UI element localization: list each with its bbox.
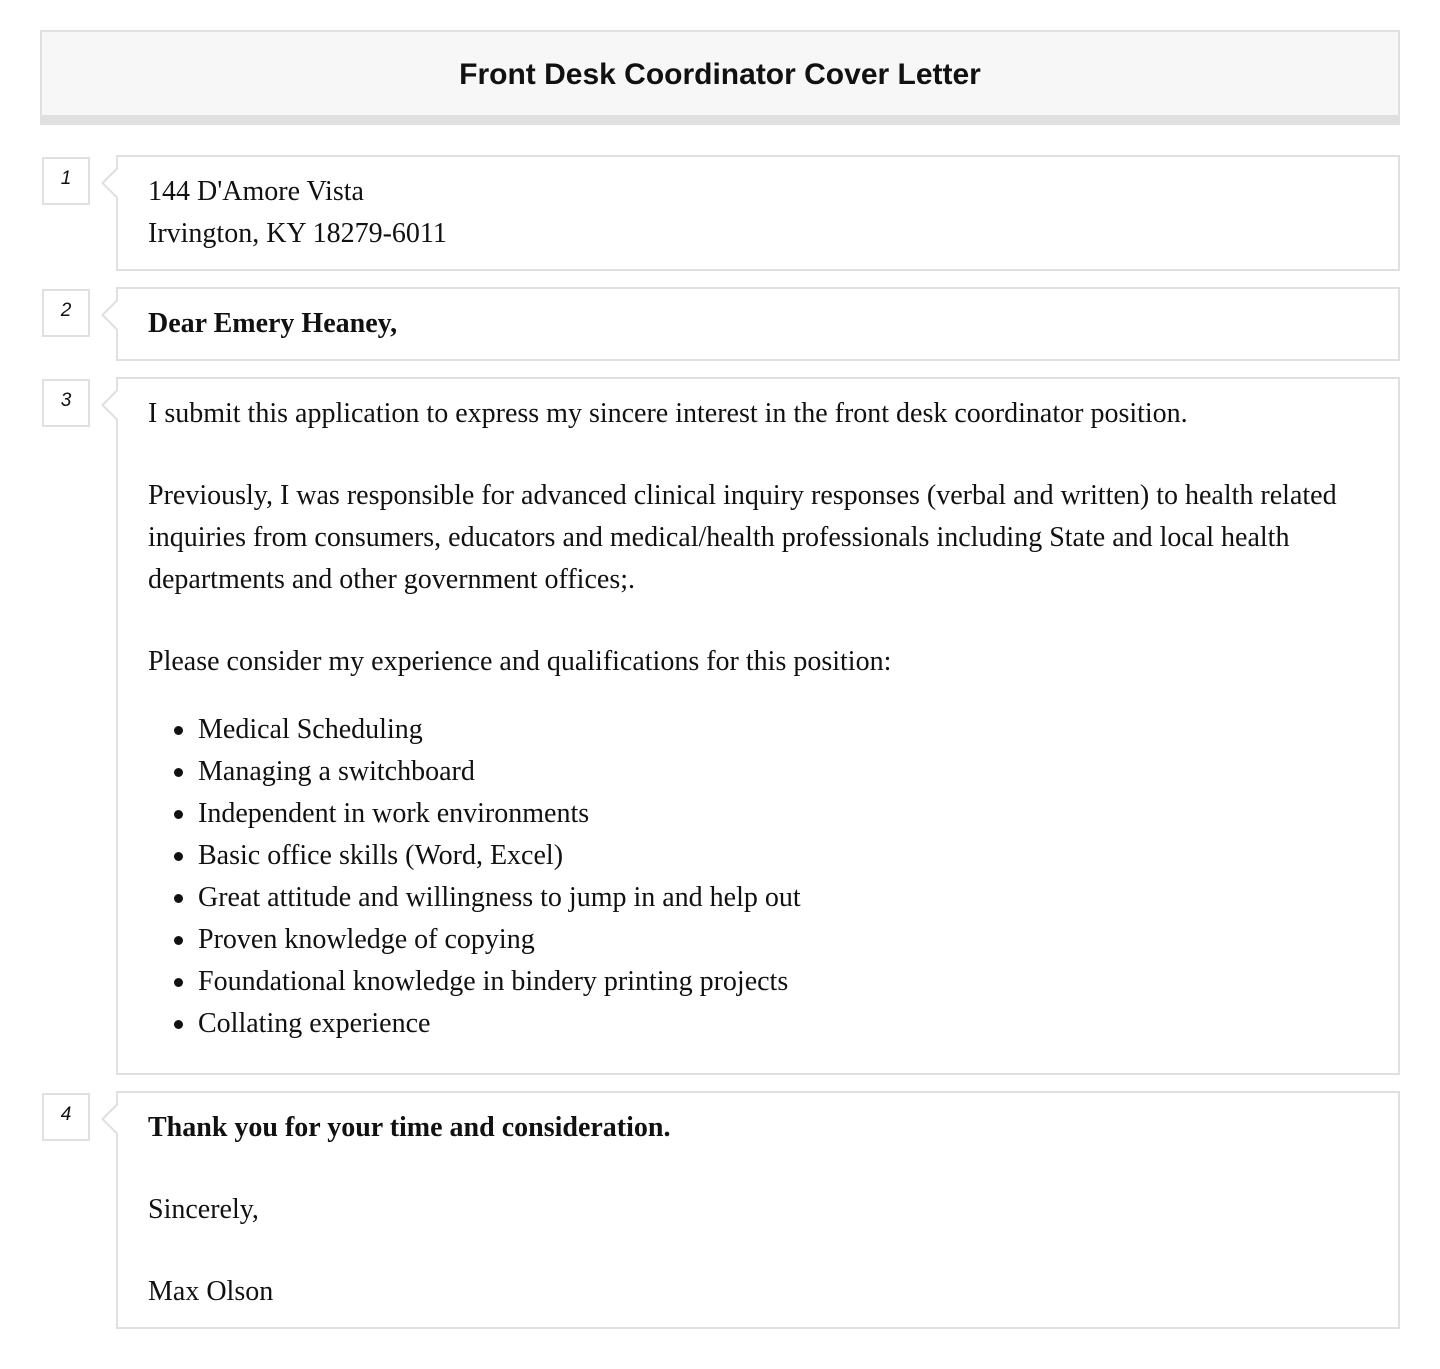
list-item: Basic office skills (Word, Excel)	[198, 835, 1368, 877]
list-item: Great attitude and willingness to jump in and help out	[198, 877, 1368, 919]
list-item: Independent in work environments	[198, 793, 1368, 835]
section-number-badge: 1	[42, 157, 90, 205]
address-line-2: Irvington, KY 18279-6011	[148, 218, 447, 249]
section-number-badge: 2	[42, 289, 90, 337]
list-item: Medical Scheduling	[198, 709, 1368, 751]
thanks-text: Thank you for your time and consideration.	[148, 1112, 671, 1143]
section-number-badge: 3	[42, 379, 90, 427]
experience-paragraph: Previously, I was responsible for advanced clinical inquiry responses (verbal and written) to health related inquiries from consumers, educators and medical/health professionals including State and local health departments and other government offices;.	[148, 480, 1337, 595]
address-line-1: 144 D'Amore Vista	[148, 176, 364, 207]
section-number-badge: 4	[42, 1093, 90, 1141]
address-card	[116, 155, 1400, 271]
salutation-text: Dear Emery Heaney,	[148, 308, 398, 339]
qualifications-list	[148, 709, 1368, 1045]
page-title: Front Desk Coordinator Cover Letter	[459, 57, 981, 91]
list-item: Foundational knowledge in bindery printing projects	[198, 961, 1368, 1003]
signature-text: Max Olson	[148, 1276, 274, 1307]
closing-text: Sincerely,	[148, 1194, 259, 1225]
body-card	[116, 377, 1400, 1075]
qualifications-lead: Please consider my experience and qualifications for this position:	[148, 646, 892, 677]
closing-card	[116, 1091, 1400, 1329]
list-item: Proven knowledge of copying	[198, 919, 1368, 961]
salutation-card	[116, 287, 1400, 361]
intro-paragraph: I submit this application to express my sincere interest in the front desk coordinator position.	[148, 398, 1188, 429]
page-header	[40, 30, 1400, 125]
list-item: Collating experience	[198, 1003, 1368, 1045]
list-item: Managing a switchboard	[198, 751, 1368, 793]
